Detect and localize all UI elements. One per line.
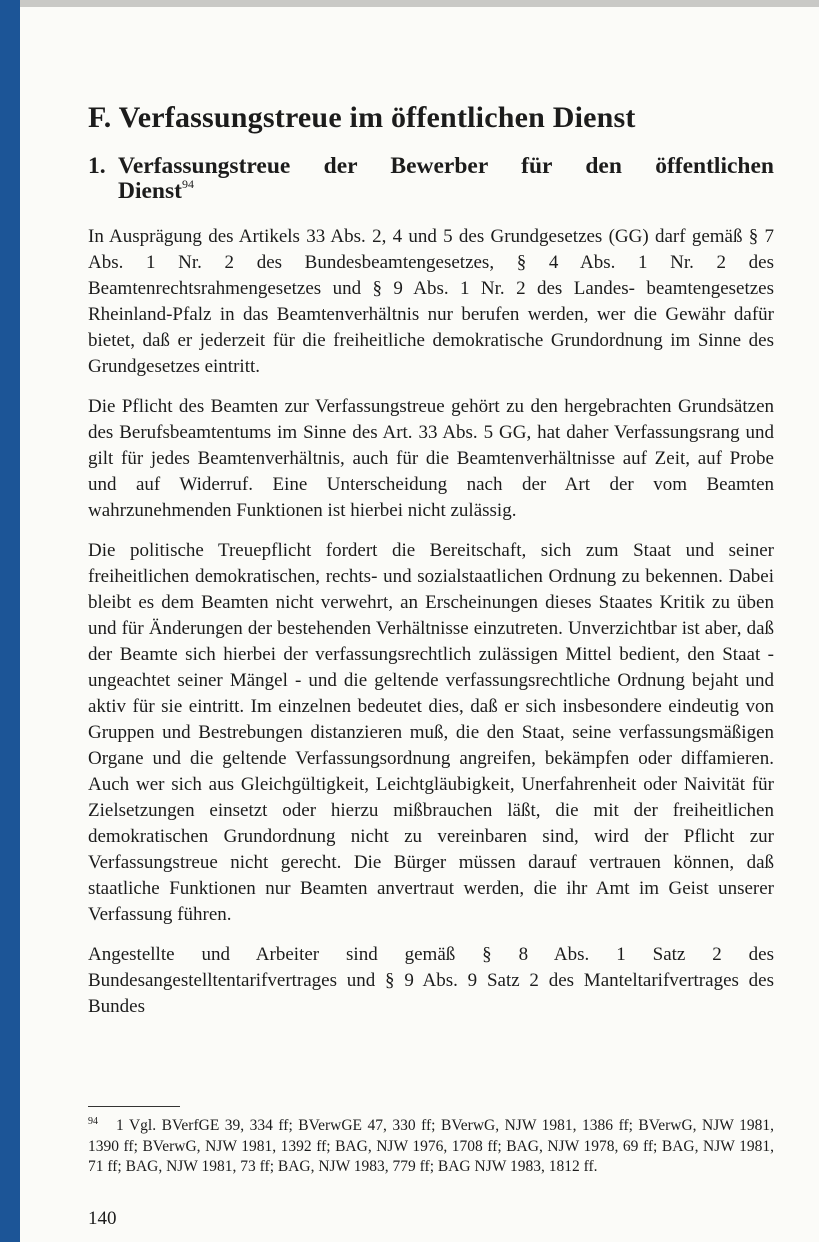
- section-heading-text: Dienst: [118, 178, 182, 204]
- footnote-reference: 94: [181, 177, 194, 191]
- footnote-divider: [88, 1106, 180, 1107]
- footnote-number: 94: [88, 1116, 98, 1127]
- footnote: [88, 1112, 774, 1178]
- section-number: 1.: [88, 153, 106, 179]
- section-heading-line-2: [118, 179, 774, 204]
- paragraph: Angestellte und Arbeiter sind gemäß § 8 Abs. 1 Satz 2 des Bundesangestelltentarifvertrages und § 9 Abs. 9 Satz 2 des Manteltarifvertrages des Bundes: [88, 944, 774, 1017]
- page-number: 140: [88, 1208, 117, 1229]
- book-spine-edge: [0, 0, 20, 1242]
- section-heading-line-1: Verfassungstreue der Bewerber für den öffentlichen: [118, 153, 774, 179]
- footnote-text: 1 Vgl. BVerfGE 39, 334 ff; BVerwGE 47, 330 ff; BVerwG, NJW 1981, 1386 ff; BVerwG, NJW 1981, 1390 ff; BVerwG, NJW 1981, 1392 ff; BAG, NJW 1976, 1708 ff; BAG, NJW 1978, 69 ff; BAG, NJW 1981, 71 ff; BAG, NJW 1981, 73 ff; BAG, NJW 1983, 779 ff; BAG NJW 1983, 1812 ff.: [88, 1117, 774, 1175]
- chapter-heading: F. Verfassungstreue im öffentlichen Dienst: [88, 101, 636, 134]
- section-heading: [88, 154, 774, 204]
- page-content: [88, 96, 774, 1034]
- paragraph: In Ausprägung des Artikels 33 Abs. 2, 4 und 5 des Grundgesetzes (GG) darf gemäß § 7 Abs. 1 Nr. 2 des Bundesbeamtengesetzes, § 4 Abs. 1 Nr. 2 des Beamtenrechtsrahmengesetzes und § 9 Abs. 1 Nr. 2 des Landes- beamtengesetzes Rheinland-Pfalz in das Beamtenverhältnis nur berufen werden, wer die Gewähr dafür bietet, daß er jederzeit für die freiheitliche demokratische Grundordnung im Sinne des Grundgesetzes eintritt.: [88, 226, 774, 377]
- body-text: [88, 224, 774, 1020]
- paragraph: Die politische Treuepflicht fordert die Bereitschaft, sich zum Staat und seiner freiheitlichen demokratischen, rechts- und sozialstaatlichen Ordnung zu bekennen. Dabei bleibt es dem Beamten nicht verwehrt, an Erscheinungen dieses Staates Kritik zu üben und für Änderungen der bestehenden Verhältnisse einzutreten. Unverzichtbar ist aber, daß der Beamte sich hierbei der verfassungsrechtlich zulässigen Mittel bedient, den Staat - ungeachtet seiner Mängel - und die geltende verfassungsrechtliche Ordnung bejaht und aktiv für sie eintritt. Im einzelnen bedeutet dies, daß er sich insbesondere eindeutig von Gruppen und Bestrebungen distanzieren muß, die den Staat, seine verfassungsmäßigen Organe und die geltende Verfassungsordnung angreifen, bekämpfen oder diffamieren. Auch wer sich aus Gleichgültigkeit, Leichtgläubigkeit, Unerfahrenheit oder Naivität für Zielsetzungen einsetzt oder hierzu mißbrauchen läßt, die mit der freiheitlichen demokratischen Grundordnung nicht zu vereinbaren sind, wird der Pflicht zur Verfassungstreue nicht gerecht. Die Bürger müssen darauf vertrauen können, daß staatliche Funktionen nur Beamten anvertraut werden, die ihr Amt im Geist unserer Verfassung führen.: [88, 540, 774, 925]
- scan-top-edge: [20, 0, 819, 7]
- paragraph: Die Pflicht des Beamten zur Verfassungstreue gehört zu den hergebrachten Grundsätzen des Berufsbeamtentums im Sinne des Art. 33 Abs. 5 GG, hat daher Verfassungsrang und gilt für jedes Beamtenverhältnis, auch für die Beamtenverhältnisse auf Zeit, auf Probe und auf Widerruf. Eine Unterscheidung nach der Art der vom Beamten wahrzunehmenden Funktionen ist hierbei nicht zulässig.: [88, 396, 774, 521]
